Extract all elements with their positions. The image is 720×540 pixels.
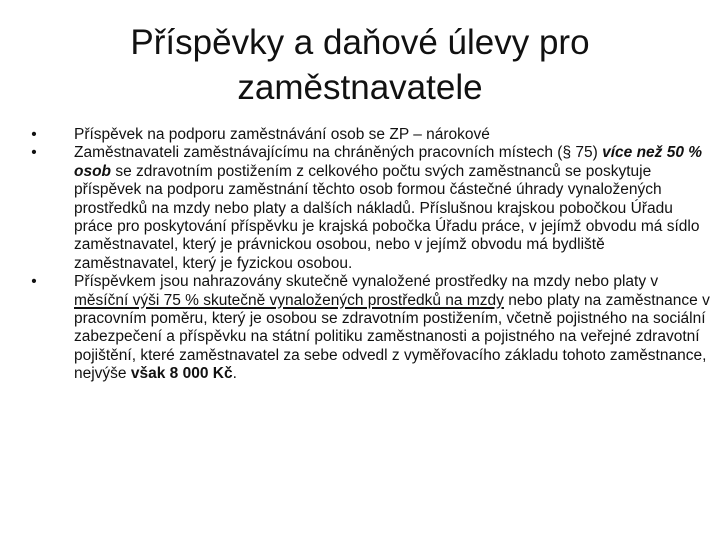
bullet-item-2 [28,144,712,273]
bullet-icon: • [31,273,37,291]
bullet-icon: • [31,126,37,143]
bullet-3-text-final: . [232,365,237,383]
bullet-1-text: Příspěvek na podporu zaměstnávání osob se ZP – nárokové [74,126,490,143]
bullet-item-1 [28,126,712,144]
bullet-icon: • [31,144,37,162]
slide-title: Příspěvky a daňové úlevy pro zaměstnavatele [130,23,590,107]
bullet-2-emphasis: více než 50 % osob [74,144,703,180]
bullet-3-bold-amount: však 8 000 Kč [130,365,233,383]
bullet-item-3 [28,273,712,383]
bullet-3-text-before: Příspěvkem jsou nahrazovány skutečně vynaložené prostředky na mzdy nebo platy v [74,273,659,291]
bullet-2-text-before: Zaměstnavateli zaměstnávajícímu na chráněných pracovních místech (§ 75) [74,144,603,162]
bullet-3-text-middle: nebo platy na zaměstnance v pracovním poměru, který je osobou se zdravotním postižením, včetně pojistného na sociální zabezpečení a příspěvku na státní politiku zaměstnanosti a pojistného na veřejné zdravotní pojištění, které zaměstnavatel za sebe odvedl z vyměřovacího základu tohoto zaměstnance, nejvýše [74,291,710,383]
bullet-2-text-after: se zdravotním postižením z celkového počtu svých zaměstnanců se poskytuje příspěvek na podporu zaměstnání těchto osob formou částečné úhrady vynaložených prostředků na mzdy nebo platy a dalších nákladů. Příslušnou krajskou pobočkou Úřadu práce pro poskytování příspěvku je krajská pobočka Úřadu práce, v jejímž obvodu má sídlo zaměstnavatel, který je právnickou osobou, nebo v jejímž obvodu má bydliště zaměstnavatel, který je fyzickou osobou. [74,162,700,272]
bullet-list [28,126,712,384]
bullet-3-underlined: měsíční výši 75 % skutečně vynaložených prostředků na mzdy [74,291,504,309]
